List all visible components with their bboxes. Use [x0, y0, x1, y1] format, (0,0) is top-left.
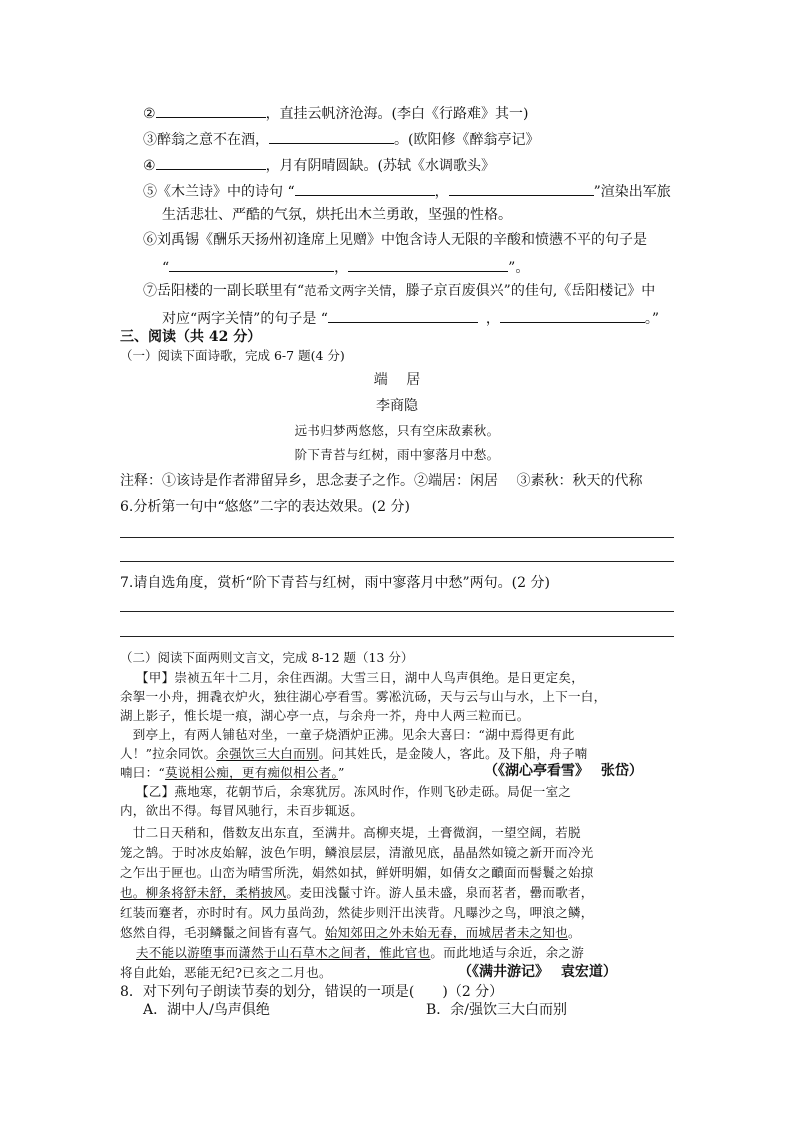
q6-line1: ⑥刘禹锡《酬乐天扬州初逢席上见赠》中饱含诗人无限的辛酸和愤懑不平的句子是 [143, 232, 647, 248]
q3-num: ③ [143, 132, 157, 148]
yi-line-10: 将自此始，恶能无纪?已亥之二月也。 [120, 965, 332, 980]
poem-line-2: 阶下青苔与红树，雨中寥落月中愁。 [294, 447, 500, 462]
jia-last-post: ” [338, 765, 345, 780]
blank-q5-line2 [162, 206, 512, 224]
yi-line9-post: 。而此地适与余近，余之游 [430, 945, 585, 960]
poem-title: 端 居 [373, 372, 421, 388]
yi-line8-underlined: 始知郊田之外未始无春，而城居者未之知也 [324, 925, 569, 940]
q8-option-b[interactable]: B．余/强饮三大白而别 [426, 1002, 568, 1018]
q7-quote: 范希文两字关情 [304, 283, 392, 298]
q4-blank[interactable] [156, 155, 266, 170]
q7-line2-post: 。” [644, 311, 660, 327]
jia-line-4: 到亭上，有两人铺毡对坐，一童子烧酒炉正沸。见余大喜曰：“湖中焉得更有此 [120, 727, 575, 742]
q6-mid: ， [334, 260, 349, 276]
blank-q5-line1 [143, 181, 671, 201]
jia-line-6 [120, 765, 345, 781]
q5-post: ”渲染出军旅 [593, 184, 671, 200]
answer-line-7b[interactable] [120, 636, 674, 637]
q2-blank[interactable] [156, 103, 266, 118]
yi-line9-underlined: 夫不能以游堕事而潇然于山石草木之间者，惟此官也 [136, 945, 431, 960]
q5-pre: ⑤《木兰诗》中的诗句 “ [143, 184, 295, 200]
yi-line6-underlined: 也。柳条将舒未舒，柔梢披风 [120, 885, 287, 900]
q3-blank[interactable] [269, 129, 394, 144]
q6-pre: “ [162, 260, 170, 276]
poem-notes: 注释：①该诗是作者滞留异乡，思念妻子之作。②端居：闲居 ③素秋：秋天的代称 [120, 473, 643, 489]
q4-num: ④ [143, 158, 156, 174]
q7-blank-2[interactable] [500, 308, 645, 323]
jia-line-1: 【甲】崇祯五年十二月，余住西湖。大雪三日，湖中人鸟声俱绝。是日更定矣， [136, 670, 585, 685]
q8-option-a[interactable]: A．湖中人/鸟声俱绝 [143, 1002, 270, 1018]
jia-line-5: 人！”拉余同饮。余强饮三大白而别。问其姓氏，是金陵人，客此。及下船，舟子喃 [120, 746, 588, 761]
blank-q4 [143, 155, 495, 175]
q5-blank-1[interactable] [295, 181, 435, 196]
yi-line8-pre: 悠然自得，毛羽鳞鬣之间皆有喜气。 [120, 925, 325, 940]
q5-line2: 生活悲壮、严酷的气氛，烘托出木兰勇敢，坚强的性格。 [162, 207, 512, 223]
yi-line-5: 之乍出于匣也。山峦为晴雪所洗，娟然如拭，鲜妍明媚，如倩女之靧面而髻鬟之始掠 [120, 865, 594, 880]
yi-line-3: 廿二日天稍和，偕数友出东直，至满井。高柳夹堤，土膏微润，一望空阔，若脱 [120, 825, 581, 840]
yi-line-2: 内，欲出不得。每冒风驰行，未百步辄返。 [120, 803, 364, 818]
yi-line6-post: 。麦田浅鬣寸许。游人虽未盛，泉而茗者，罍而歌者， [286, 885, 594, 900]
q6-blank-1[interactable] [169, 257, 334, 272]
q2-num: ② [143, 106, 156, 122]
yi-line-4: 笼之鹄。于时冰皮始解，波色乍明，鳞浪层层，清澈见底，晶晶然如镜之新开而冷光 [120, 845, 594, 860]
q3-pre: 醉翁之意不在酒， [157, 132, 269, 148]
yi-line-8 [120, 925, 581, 941]
q7-line2-pre: 对应“两字关情”的句子是 “ [162, 311, 328, 327]
q7-blank-1[interactable] [328, 308, 478, 323]
yi-line-6 [120, 885, 594, 901]
q4-text: ，月有阴晴圆缺。(苏轼《水调歌头》 [265, 158, 496, 174]
jia-underlined-phrase: 余强饮三大白而别 [216, 746, 319, 761]
q7-line2-mid: ， [485, 311, 500, 327]
q2-text: ，直挂云帆济沧海。(李白《行路难》其一) [265, 106, 529, 122]
part2-heading: （二）阅读下面两则文言文，完成 8-12 题（13 分） [120, 650, 414, 665]
q5-blank-2[interactable] [449, 181, 594, 196]
yi-line-9 [136, 945, 584, 961]
yi-line8-post: 。 [568, 925, 581, 940]
q6-post: ”。 [508, 260, 530, 276]
q3-post: 。(欧阳修《醉翁亭记》 [394, 132, 540, 148]
yi-line-7: 红装而蹇者，亦时时有。风力虽尚劲，然徒步则汗出浃背。凡曝沙之鸟，呷浪之鳞， [120, 905, 594, 920]
q7-post: ，滕子京百废俱兴”的佳句,《岳阳楼记》中 [391, 283, 656, 299]
blank-q7-line1 [143, 282, 655, 300]
jia-last-pre: 喃曰：“ [120, 765, 166, 780]
blank-q3 [143, 129, 539, 149]
q5-mid: ， [434, 184, 449, 200]
q6-blank-2[interactable] [348, 257, 508, 272]
q7-pre: ⑦岳阳楼的一副长联里有“ [143, 283, 305, 299]
section3-heading: 三、阅读（共 42 分） [120, 329, 262, 345]
part1-heading: （一）阅读下面诗歌，完成 6-7 题(4 分) [120, 348, 345, 363]
yi-line-1: 【乙】燕地寒，花朝节后，余寒犹厉。冻风时作，作则飞砂走砾。局促一室之 [136, 784, 572, 799]
question-8: 8．对下列句子朗读节奏的划分，错误的一项是( )（2 分） [120, 984, 504, 1000]
answer-line-7a[interactable] [120, 611, 674, 612]
yi-source: （《满井游记》 袁宏道） [458, 964, 617, 980]
jia-line-3: 湖上影子，惟长堤一痕，湖心亭一点，与余舟一芥，舟中人两三粒而已。 [120, 708, 530, 723]
answer-line-6a[interactable] [120, 537, 674, 538]
question-7: 7.请自选角度，赏析“阶下青苔与红树，雨中寥落月中愁”两句。(2 分) [120, 575, 550, 591]
answer-line-6b[interactable] [120, 561, 674, 562]
jia-source: （《湖心亭看雪》 张岱） [484, 763, 643, 779]
jia-last-underlined: 莫说相公痴，更有痴似相公者。 [165, 765, 339, 780]
question-6: 6.分析第一句中“悠悠”二字的表达效果。(2 分) [120, 499, 410, 515]
blank-q7-line2 [162, 308, 659, 328]
jia-line-2: 余挐一小舟，拥毳衣炉火，独往湖心亭看雪。雾凇沆砀，天与云与山与水，上下一白， [120, 689, 607, 704]
blank-q6-line2 [162, 257, 529, 277]
blank-q2 [143, 103, 529, 123]
poem-line-1: 远书归梦两悠悠，只有空床敌素秋。 [294, 423, 500, 438]
poem-author: 李商隐 [376, 398, 418, 414]
blank-q6-line1 [143, 231, 647, 249]
